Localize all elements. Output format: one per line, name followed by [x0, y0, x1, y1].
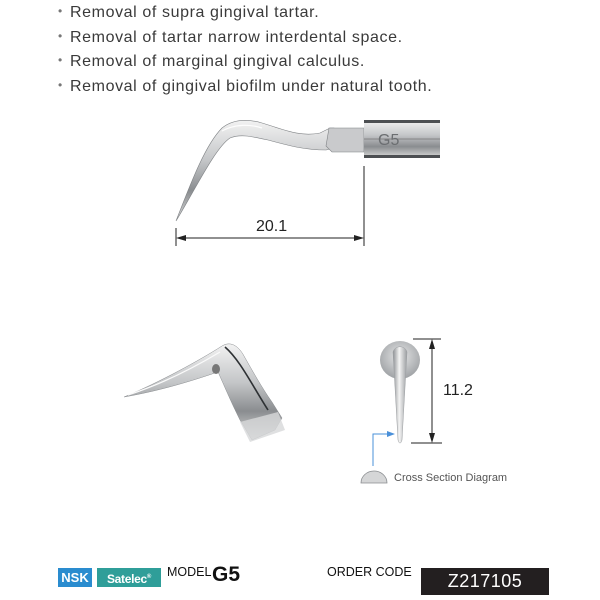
feature-item: • Removal of marginal gingival calculus.	[58, 49, 432, 74]
engraving-text: G5	[378, 132, 400, 149]
feature-item: • Removal of tartar narrow interdental space.	[58, 25, 432, 50]
order-code-value: Z217105	[421, 568, 549, 595]
cross-section-label: Cross Section Diagram	[394, 472, 508, 484]
satelec-logo: Satelec®	[97, 568, 161, 587]
height-value: 11.2	[443, 382, 473, 399]
bullet-icon: •	[58, 53, 63, 67]
tip-side-view	[380, 341, 420, 443]
bullet-icon: •	[58, 77, 63, 92]
cross-section-icon	[361, 471, 387, 483]
model-label: MODEL	[167, 565, 212, 579]
tip-perspective-view	[124, 344, 285, 442]
order-code-label: ORDER CODE	[327, 565, 412, 579]
bullet-icon: •	[58, 28, 63, 43]
feature-item: • Removal of supra gingival tartar.	[58, 0, 432, 25]
bullet-icon: •	[58, 4, 63, 18]
cross-section-pointer-arrow	[373, 431, 395, 466]
model-value: G5	[212, 563, 241, 586]
feature-item: • Removal of gingival biofilm under natural tooth.	[58, 74, 432, 99]
length-value: 20.1	[256, 218, 288, 235]
nsk-logo: NSK	[58, 568, 92, 587]
tip-top-view	[176, 120, 440, 221]
